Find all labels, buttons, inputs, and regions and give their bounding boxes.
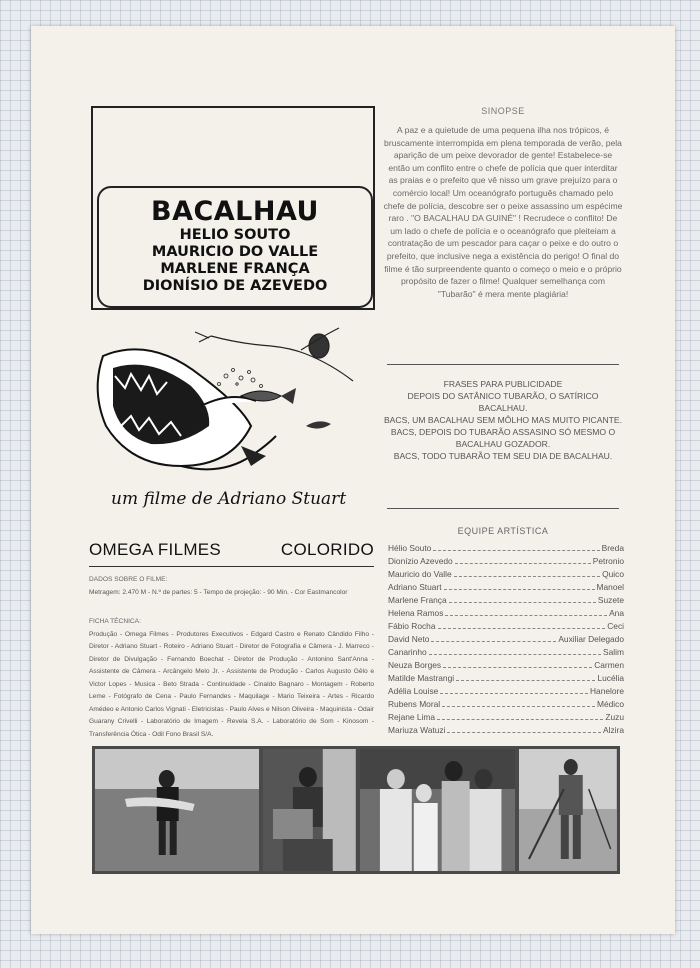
leader-dots — [442, 698, 595, 707]
tech-sheet-text: Produção - Omega Filmes - Produtores Executivos - Edgard Castro e Renato Cândido Filho - Diretor - Adriano Stuart - Roteiro - Adriano Stuart - Diretor de Fotografia e Câmera - J. Marreco - Diretor de Divulgação - Fernando Boechat - Diretor de Produção - Antonino Sant'Anna - Assistente de Câmera - Arcângelo Melo Jr. - Assistente de Produção - Carlos Augusto Gêlo e Victor Lopes - Musica - Beto Strada - Continuidade - Cinaldo Bagnaro - Montagem - Roberto Leme - Fotógrafo de Cena - Paulo Fernandes - Maquilage - Mario Teixeira - Artes - Ricardo Amédeo e Antonio Carlos Vignati - Eletricistas - Paulo Alves e Nilson Oliveira - Maquinista - Odair Guarany Crivelli - Laboratório de Imagem - Revela S.A. - Laboratório de Som - Kinosom - Transferência Ótica - Odil Fono Brasil S/A. — [89, 630, 374, 738]
actor-name: Helena Ramos — [388, 608, 444, 618]
leader-dots — [431, 633, 556, 642]
actor-name: Hélio Souto — [388, 543, 432, 553]
phrases-heading: FRASES PARA PUBLICIDADE — [443, 379, 563, 389]
beach-scene-photo — [95, 749, 259, 871]
lab-scene-photo — [263, 749, 356, 871]
leader-dots — [440, 685, 588, 694]
divider — [387, 364, 619, 365]
character-name: Petronio — [592, 556, 624, 566]
actor-name: Adélia Louise — [388, 686, 439, 696]
character-name: Hanelore — [590, 686, 624, 696]
cast-credit-row — [388, 581, 624, 594]
film-data-heading: DADOS SOBRE O FILME: — [89, 576, 168, 583]
leader-dots — [456, 672, 595, 681]
title-panel — [97, 186, 373, 308]
cast-name: DIONÍSIO DE AZEVEDO — [142, 278, 328, 294]
leader-dots — [444, 581, 595, 590]
cast-credit-row — [388, 555, 624, 568]
cast-name: MAURICIO DO VALLE — [151, 244, 319, 260]
character-name: Alzira — [603, 725, 624, 735]
actor-name: David Neto — [388, 634, 430, 644]
leader-dots — [455, 555, 591, 564]
photo-strip — [92, 746, 620, 874]
character-name: Médico — [597, 699, 624, 709]
leader-dots — [447, 724, 601, 733]
director-credit: um filme de Adriano Stuart — [111, 489, 347, 509]
actor-name: Matilde Mastrangi — [388, 673, 455, 683]
actor-name: Neuza Borges — [388, 660, 442, 670]
character-name: Manoel — [596, 582, 624, 592]
flyer-sheet — [31, 26, 675, 934]
cast-credit-row — [388, 542, 624, 555]
cast-credit-row — [388, 646, 624, 659]
cast-credit-row — [388, 698, 624, 711]
actor-name: Mauricio do Valle — [388, 569, 452, 579]
cast-credit-row — [388, 633, 624, 646]
actor-name: Rejane Lima — [388, 712, 436, 722]
actor-name: Rubens Moral — [388, 699, 441, 709]
cast-credit-row — [388, 594, 624, 607]
character-name: Suzete — [597, 595, 624, 605]
leader-dots — [437, 711, 603, 720]
actor-name: Fábio Rocha — [388, 621, 436, 631]
phrase: DEPOIS DO SATÂNICO TUBARÃO, O SATÍRICO BACALHAU. — [407, 391, 599, 413]
character-name: Ceci — [607, 621, 624, 631]
tech-sheet-heading: FICHA TÉCNICA: — [89, 618, 141, 625]
title-box — [91, 106, 375, 310]
fish-illustration — [91, 306, 371, 506]
film-data-section — [89, 574, 374, 599]
character-name: Ana — [609, 608, 624, 618]
actor-name: Mariuza Watuzi — [388, 725, 446, 735]
phrase: BACS, TODO TUBARÃO TEM SEU DIA DE BACALHAU. — [393, 451, 613, 461]
character-name: Quico — [602, 569, 624, 579]
cast-credit-row — [388, 659, 624, 672]
synopsis-heading: SINOPSE — [481, 106, 525, 116]
cast-credit-row — [388, 607, 624, 620]
actor-name: Adriano Stuart — [388, 582, 442, 592]
cast-name: MARLENE FRANÇA — [160, 261, 310, 277]
codfish-swimmer-drawing — [91, 306, 371, 506]
cast-credit-row — [388, 672, 624, 685]
character-name: Zuzu — [605, 712, 624, 722]
cast-credit-row — [388, 620, 624, 633]
character-name: Breda — [601, 543, 624, 553]
leader-dots — [429, 646, 601, 655]
character-name: Auxiliar Delegado — [558, 634, 624, 644]
company-line — [89, 540, 374, 567]
group-scene-photo — [360, 749, 515, 871]
character-name: Carmen — [594, 660, 624, 670]
leader-dots — [438, 620, 606, 629]
publicity-phrases — [383, 378, 623, 462]
cast-credit-row — [388, 711, 624, 724]
cast-list — [388, 542, 624, 737]
leader-dots — [445, 607, 607, 616]
leader-dots — [454, 568, 600, 577]
leader-dots — [443, 659, 592, 668]
cast-credit-row — [388, 724, 624, 737]
still-photo — [519, 749, 617, 871]
divider — [387, 508, 619, 509]
still-photo — [95, 749, 259, 871]
still-photo — [263, 749, 356, 871]
leader-dots — [449, 594, 596, 603]
still-photo — [360, 749, 515, 871]
fisherman-scene-photo — [519, 749, 617, 871]
company-name: OMEGA FILMES — [89, 540, 222, 559]
actor-name: Canarinho — [388, 647, 427, 657]
actor-name: Marlene França — [388, 595, 447, 605]
character-name: Salim — [603, 647, 624, 657]
cast-credit-row — [388, 568, 624, 581]
synopsis-text: A paz e a quietude de uma pequena ilha nos trópicos, é bruscamente interrompida em plena temporada de verão, pela aparição de um peixe devorador de gente! Estabelece-se então um conflito entre o chefe de polícia que quer interditar as praias e o prefeito que vê nisso um grave prejuízo para o comércio local! Um oceanógrafo português chamado pelo chefe de polícia, descobre ser o peixe assassino um espécime raro . "O BACALHAU DA GUINÉ" ! Recrudece o conflito! De um lado o chefe de polícia e o oceanógrafo que pleiteiam a contratação de um pescador para caçar o peixe e do outro o prefeito, que inclusive nega a existência do perigo! O final do filme é tão surpreendente quanto o começo o meio e o próprio propósito de fazer o filme! Qualquer semelhança com "Tubarão" é mera mente plagiária! — [383, 125, 623, 299]
phrase: BACS, UM BACALHAU SEM MÔLHO MAS MUITO PICANTE. — [383, 415, 623, 425]
phrase: BACS, DEPOIS DO TUBARÃO ASSASINO SÓ MESMO O BACALHAU GOZADOR. — [390, 427, 616, 449]
leader-dots — [433, 542, 599, 551]
color-format: COLORIDO — [280, 540, 374, 559]
movie-title: BACALHAU — [151, 196, 319, 227]
cast-name: HELIO SOUTO — [179, 227, 291, 243]
cast-credit-row — [388, 685, 624, 698]
cast-list-heading: EQUIPE ARTÍSTICA — [457, 526, 549, 536]
film-data-text: Metragem: 2.470 M - N.º de partes: 5 - Tempo de projeção: - 90 Min. - Cor Eastmancolor — [89, 588, 348, 596]
actor-name: Dionízio Azevedo — [388, 556, 453, 566]
character-name: Lucélia — [597, 673, 624, 683]
tech-sheet-section — [89, 616, 374, 741]
